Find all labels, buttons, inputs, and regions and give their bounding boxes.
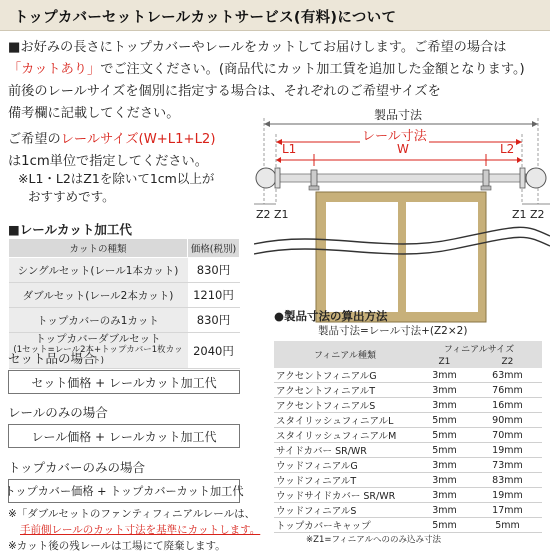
z2-value: 63mm [473, 368, 542, 383]
window-frame [316, 192, 486, 322]
z2-value: 73mm [473, 458, 542, 473]
note-line-2: おすすめです。 [28, 189, 115, 204]
cut-type-cell: ダブルセット(レール2本カット) [9, 283, 188, 308]
z1-footnote: ※Z1=フィニアルへののみ込み寸法 [306, 535, 441, 545]
finial-name: アクセントフィニアルG [274, 368, 416, 383]
product-size-label: 製品寸法 [374, 108, 423, 122]
table-row [274, 488, 542, 503]
table-row [9, 283, 240, 308]
z2-value: 70mm [473, 428, 542, 443]
l2-label: L2 [500, 142, 515, 156]
z2-value: 17mm [473, 503, 542, 518]
table-row [274, 413, 542, 428]
finial-name: サイドカバー SR/WR [274, 443, 416, 458]
rail-size-instruction [8, 129, 215, 173]
z2-left-label: Z2 [256, 208, 271, 221]
table-row [274, 398, 542, 413]
col-finial-size: フィニアルサイズ [416, 341, 542, 356]
price-cell: 1210円 [188, 283, 240, 308]
note-line-1: ※L1・L2はZ1を除いて1cm以上が [18, 171, 215, 186]
intro-line-2-rest: でご注文ください。(商品代にカット加工賃を追加した金額となります。) [100, 62, 525, 77]
intro-line-1: ■お好みの長さにトップカバーやレールをカットしてお届けします。ご希望の場合は [8, 40, 507, 55]
table-row [9, 308, 240, 333]
rail-cut-heading: ■レールカット加工代 [8, 222, 132, 237]
price-cell: 830円 [188, 258, 240, 283]
finial-name: スタイリッシュフィニアルM [274, 428, 416, 443]
z1-value: 5mm [416, 413, 473, 428]
l1-label: L1 [282, 142, 297, 156]
z1-value: 5mm [416, 518, 473, 533]
footer-line-3: ※カット後の残レールは工場にて廃棄します。 [8, 540, 226, 552]
z1-right-label: Z1 [512, 208, 527, 221]
z1-value: 3mm [416, 398, 473, 413]
cut-type-name: トップカバーダブルセット [35, 333, 161, 345]
set-case-label: セット品の場合 [8, 351, 96, 366]
finial-name: ウッドフィニアルT [274, 473, 416, 488]
col-finial-type: フィニアル種類 [274, 341, 416, 368]
price-cell: 830円 [188, 308, 240, 333]
z1-value: 3mm [416, 488, 473, 503]
w-label: W [397, 142, 409, 156]
z1-value: 3mm [416, 383, 473, 398]
z1-value: 3mm [416, 473, 473, 488]
finial-name: ウッドフィニアルS [274, 503, 416, 518]
l1-l2-note [18, 170, 214, 206]
finial-name: トップカバーキャップ [274, 518, 416, 533]
page-title: トップカバーセットレールカットサービス(有料)について [14, 10, 397, 26]
z2-right-label: Z2 [530, 208, 545, 221]
finial-name: アクセントフィニアルS [274, 398, 416, 413]
col-price: 価格(税別) [188, 239, 240, 258]
table-row [274, 503, 542, 518]
z2-value: 76mm [473, 383, 542, 398]
z1-value: 3mm [416, 458, 473, 473]
z1-value: 3mm [416, 368, 473, 383]
right-finial [520, 168, 546, 188]
z2-value: 90mm [473, 413, 542, 428]
table-row [274, 458, 542, 473]
rail-size-label: レール寸法 [360, 125, 429, 144]
price-cell: 2040円 [188, 333, 240, 369]
calc-formula: 製品寸法=レール寸法+(Z2×2) [318, 325, 468, 337]
topcover-case-formula: トップカバー価格 + トップカバーカット加工代 [8, 479, 240, 503]
cut-type-sub: (1セット=レール2本+トップカバー1枚カット) [13, 345, 183, 366]
table-row [274, 443, 542, 458]
cut-type-cell: シングルセット(レール1本カット) [9, 258, 188, 283]
table-row [9, 258, 240, 283]
intro-line-2 [8, 59, 546, 81]
finial-size-table [274, 341, 542, 533]
z1-left-label: Z1 [274, 208, 289, 221]
z2-value: 19mm [473, 443, 542, 458]
table-row [274, 368, 542, 383]
col-z2: Z2 [473, 356, 542, 368]
finial-name: スタイリッシュフィニアルL [274, 413, 416, 428]
z1-value: 5mm [416, 428, 473, 443]
rail-size-prefix: ご希望の [8, 132, 61, 147]
finial-name: ウッドフィニアルG [274, 458, 416, 473]
col-cut-type: カットの種類 [9, 239, 188, 258]
cut-type-cell: トップカバーのみ1カット [9, 308, 188, 333]
rail-case-formula: レール価格 + レールカット加工代 [8, 424, 240, 448]
intro-line-4: 備考欄に記載してください。 [8, 106, 180, 121]
col-z1: Z1 [416, 356, 473, 368]
footer-line-1: ※「ダブルセットのファンティフィニアルレールは、 [8, 508, 256, 520]
z2-value: 5mm [473, 518, 542, 533]
z2-value: 16mm [473, 398, 542, 413]
rail-case-label: レールのみの場合 [8, 405, 108, 420]
rail-size-formula: レールサイズ(W+L1+L2) [60, 132, 216, 147]
intro-line-3: 前後のレールサイズを個別に指定する場合は、それぞれのご希望サイズを [8, 84, 441, 99]
z1-value: 5mm [416, 443, 473, 458]
z1-value: 3mm [416, 503, 473, 518]
footer-line-2: 手前側レールのカット寸法を基準にカットします。 [20, 524, 261, 536]
finial-name: アクセントフィニアルT [274, 383, 416, 398]
left-finial [256, 168, 280, 188]
set-case-formula: セット価格 + レールカット加工代 [8, 370, 240, 394]
table-row [274, 473, 542, 488]
table-row [274, 428, 542, 443]
footer-notes [8, 506, 260, 554]
calc-heading: ●製品寸法の算出方法 [274, 309, 388, 323]
z2-value: 19mm [473, 488, 542, 503]
finial-name: ウッドサイドカバー SR/WR [274, 488, 416, 503]
table-row [274, 518, 542, 533]
rail-size-unit-note: は1cm単位で指定してください。 [8, 154, 208, 169]
table-row [274, 383, 542, 398]
z2-value: 83mm [473, 473, 542, 488]
topcover-case-label: トップカバーのみの場合 [8, 460, 146, 475]
cut-option-label: 「カットあり」 [8, 62, 101, 77]
